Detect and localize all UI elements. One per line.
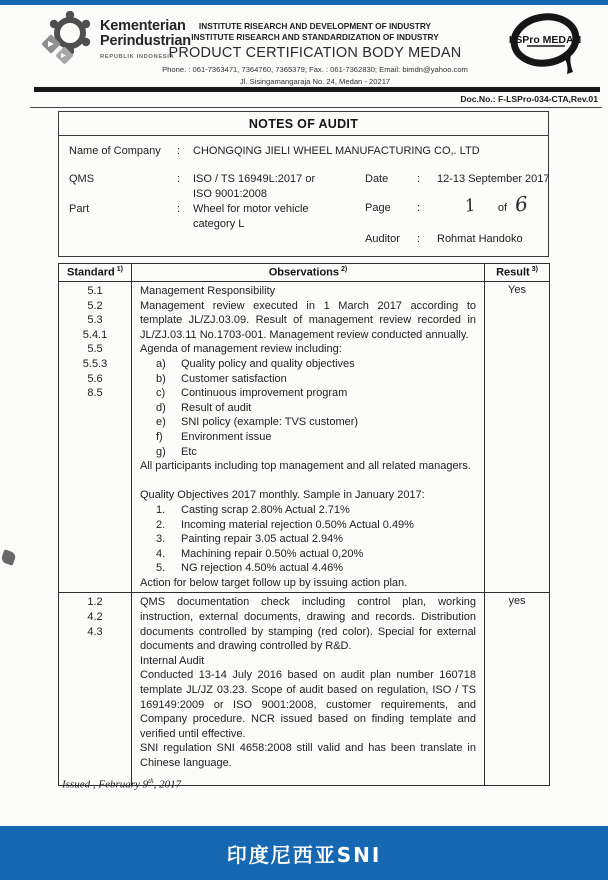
list-text: Incoming material rejection 0.50% Actual 0.49% bbox=[181, 518, 414, 531]
qms-value-line2: ISO 9001:2008 bbox=[193, 188, 268, 200]
page-current-handwritten: 1 bbox=[462, 195, 478, 217]
result-value: yes bbox=[508, 595, 526, 608]
colon: : bbox=[417, 173, 421, 185]
observation-paragraph: Management Responsibility bbox=[140, 285, 276, 297]
colon: : bbox=[177, 203, 181, 215]
audit-table bbox=[58, 263, 550, 786]
observation-paragraph: Conducted 13-14 July 2016 based on audit plan number 160718 template JL/JZ 03.23. Scope of audit based on regulation, ISO / TS 169149:2009 or ISO 9001:2008, customer requirements, and Company procedure. NCR issued based on finding template and verified until effective. bbox=[140, 669, 476, 740]
result-cell bbox=[485, 282, 550, 593]
observation-list-item bbox=[140, 561, 476, 576]
auditor-value: Rohmat Handoko bbox=[437, 233, 523, 245]
letterhead bbox=[150, 21, 480, 86]
scan-artifact bbox=[0, 549, 17, 566]
standard-number: 5.3 bbox=[87, 314, 103, 327]
ministry-name-line3: REPUBLIK INDONESIA bbox=[100, 54, 175, 60]
list-marker: f) bbox=[156, 430, 163, 443]
list-marker: 4. bbox=[156, 547, 166, 560]
observation-list-item bbox=[140, 445, 476, 460]
standard-number: 5.1 bbox=[87, 285, 103, 297]
observation-list-item bbox=[140, 518, 476, 533]
standard-number: 5.6 bbox=[87, 372, 103, 385]
company-label: Name of Company bbox=[69, 145, 161, 157]
header-divider bbox=[34, 87, 600, 92]
standard-number: 1.2 bbox=[87, 596, 103, 609]
observation-paragraph: Action for below target follow up by issuing action plan. bbox=[140, 576, 408, 589]
table-row bbox=[59, 282, 550, 593]
ministry-name-line2: Perindustrian bbox=[100, 33, 191, 49]
audit-info-box bbox=[58, 111, 549, 257]
observation-list-item bbox=[140, 430, 476, 445]
audit-table-body bbox=[59, 282, 550, 786]
banner-text: 印度尼西亚SNI bbox=[226, 842, 382, 867]
observation-list-item bbox=[140, 372, 476, 387]
observation-list-item bbox=[140, 357, 476, 372]
sni-banner bbox=[0, 826, 608, 880]
page-row bbox=[365, 191, 529, 217]
certification-body-name: PRODUCT CERTIFICATION BODY MEDAN bbox=[168, 45, 462, 61]
list-marker: 5. bbox=[156, 562, 166, 575]
observation-paragraph: Management review executed in 1 March 2017 according to template JL/ZJ.03.09. Result of management review recorded in JL/ZJ.03.11 No.1703-001. Management review conducted annually. bbox=[140, 299, 476, 341]
company-value: CHONGQING JIELI WHEEL MANUFACTURING CO,. LTD bbox=[193, 145, 480, 157]
list-text: Result of audit bbox=[181, 401, 252, 414]
list-text: Etc bbox=[181, 445, 197, 458]
list-marker: g) bbox=[156, 445, 166, 458]
observation-paragraph: SNI regulation SNI 4658:2008 still valid and has been translate in Chinese language. bbox=[140, 742, 476, 769]
page-title: NOTES OF AUDIT bbox=[59, 112, 548, 136]
contact-line: Phone. : 061-7363471, 7364760, 7365379; Fax. : 061-7362830; Email: bimdn@yahoo.com bbox=[162, 65, 468, 74]
issued-prefix: Issued , February 9 bbox=[62, 778, 149, 791]
list-marker: d) bbox=[156, 401, 166, 414]
part-value-line1: Wheel for motor vehicle bbox=[193, 203, 309, 215]
list-marker: 1. bbox=[156, 503, 166, 516]
doc-number-divider bbox=[30, 107, 602, 108]
qms-row bbox=[69, 172, 315, 187]
part-label: Part bbox=[69, 203, 90, 215]
observation-paragraph: Agenda of management review including: bbox=[140, 343, 342, 356]
lspro-logo-label: LSPro MEDAN bbox=[508, 34, 582, 46]
auditor-label: Auditor bbox=[365, 233, 400, 245]
list-text: Painting repair 3.05 actual 2.94% bbox=[181, 533, 344, 546]
colon: : bbox=[417, 202, 421, 214]
list-text: Casting scrap 2.80% Actual 2.71% bbox=[181, 503, 350, 516]
colon: : bbox=[177, 173, 181, 185]
result-value: Yes bbox=[508, 284, 526, 296]
list-text: Quality policy and quality objectives bbox=[181, 357, 355, 370]
table-row bbox=[59, 593, 550, 785]
observation-list-item bbox=[140, 401, 476, 416]
part-row bbox=[69, 202, 309, 217]
observation-list-item bbox=[140, 547, 476, 562]
page-total-handwritten: 6 bbox=[513, 191, 529, 217]
list-text: Customer satisfaction bbox=[181, 372, 287, 385]
list-text: Machining repair 0.50% actual 0,20% bbox=[181, 547, 364, 560]
date-value: 12-13 September 2017 bbox=[437, 173, 550, 185]
page-label: Page bbox=[365, 202, 391, 214]
standard-number: 8.5 bbox=[87, 387, 103, 400]
observation-paragraph: QMS documentation check including control plan, working instruction, external documents, drawing and records. Distribution documents controlled by stamping (red color). Special for external documents and drawing controlled by R&D. bbox=[140, 596, 476, 653]
date-row bbox=[365, 172, 550, 187]
list-text: Continuous improvement program bbox=[181, 387, 348, 400]
standard-number: 5.5 bbox=[87, 343, 103, 356]
company-row bbox=[69, 144, 480, 159]
qms-value-line1: ISO / TS 16949L:2017 or bbox=[193, 173, 316, 185]
part-value-line2: category L bbox=[193, 218, 245, 230]
top-blue-strip bbox=[0, 0, 608, 5]
standard-cell bbox=[59, 593, 132, 785]
table-header-row bbox=[59, 264, 550, 282]
list-text: Environment issue bbox=[181, 430, 272, 443]
date-label: Date bbox=[365, 173, 389, 185]
ministry-name-line1: Kementerian bbox=[100, 18, 186, 34]
standard-number: 4.2 bbox=[87, 611, 103, 624]
institute-line1: INSTITUTE RISEARCH AND DEVELOPMENT OF INDUSTRY bbox=[198, 21, 432, 31]
list-marker: 3. bbox=[156, 533, 166, 546]
observation-paragraph: Internal Audit bbox=[140, 654, 205, 667]
address-line: Jl. Sisingamangaraja No. 24, Medan - 20217 bbox=[239, 76, 391, 86]
page-of-label: of bbox=[497, 202, 508, 214]
standard-number: 5.2 bbox=[87, 299, 103, 312]
observation-paragraph: Quality Objectives 2017 monthly. Sample in January 2017: bbox=[140, 489, 425, 502]
standard-number: 5.5.3 bbox=[82, 357, 108, 370]
standard-cell bbox=[59, 282, 132, 593]
lspro-medan-logo-icon bbox=[503, 8, 589, 89]
list-marker: 2. bbox=[156, 518, 166, 531]
observations-cell bbox=[132, 282, 485, 593]
observation-list-item bbox=[140, 386, 476, 401]
observations-cell bbox=[132, 593, 485, 785]
doc-number: Doc.No.: F-LSPro-034-CTA,Rev.01 bbox=[460, 94, 598, 104]
issued-ordinal: th bbox=[148, 777, 154, 785]
list-marker: c) bbox=[156, 387, 166, 400]
list-marker: b) bbox=[156, 372, 166, 385]
list-marker: e) bbox=[156, 416, 166, 429]
list-text: NG rejection 4.50% actual 4.46% bbox=[181, 562, 344, 575]
institute-line2: INSTITUTE RISEARCH AND STANDARDIZATION OF INDUSTRY bbox=[191, 32, 439, 42]
standard-number: 4.3 bbox=[87, 625, 103, 638]
list-marker: a) bbox=[156, 357, 166, 370]
auditor-row bbox=[365, 232, 523, 247]
list-text: SNI policy (example: TVS customer) bbox=[181, 416, 359, 429]
result-cell bbox=[485, 593, 550, 785]
qms-label: QMS bbox=[69, 173, 95, 185]
ministry-gear-logo-icon bbox=[36, 11, 96, 78]
observation-list-item bbox=[140, 415, 476, 430]
column-header-standard: Standard $^{1)}$ bbox=[59, 264, 132, 282]
column-header-result: Result $^{3)}$ bbox=[485, 264, 550, 282]
observation-list-item bbox=[140, 503, 476, 518]
issued-date-line bbox=[62, 777, 181, 791]
observation-list-item bbox=[140, 532, 476, 547]
observation-spacer bbox=[140, 474, 476, 489]
standard-number: 5.4.1 bbox=[82, 328, 108, 341]
column-header-observations: Observations $^{2)}$ bbox=[132, 264, 485, 282]
colon: : bbox=[177, 145, 181, 157]
issued-suffix: , 2017 bbox=[153, 778, 182, 791]
colon: : bbox=[417, 233, 421, 245]
observation-paragraph: All participants including top management and all related managers. bbox=[140, 460, 471, 473]
